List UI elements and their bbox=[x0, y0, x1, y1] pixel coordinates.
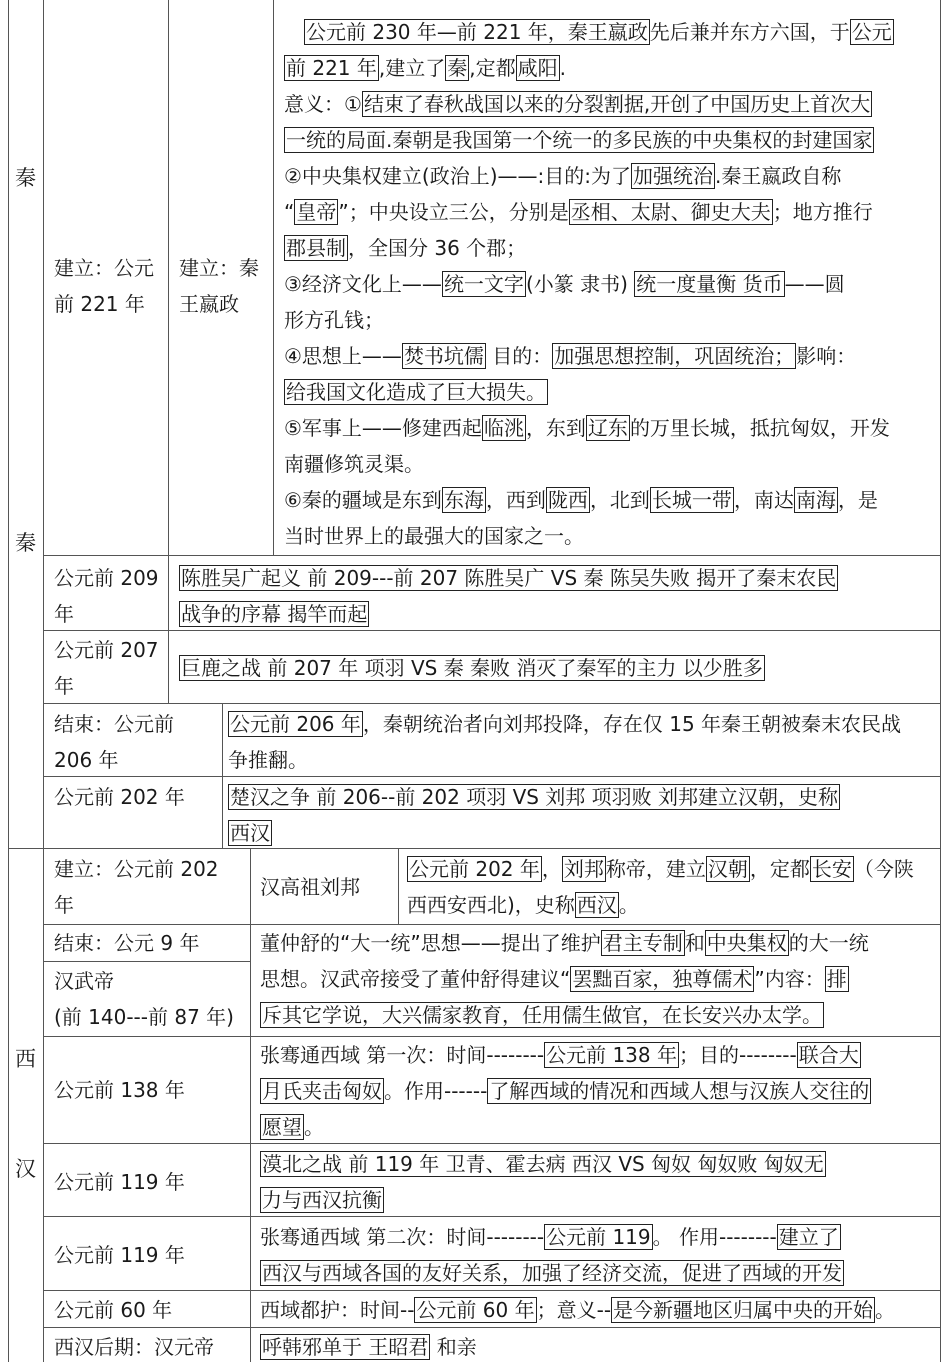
content-line: 楚汉之争 前 206--前 202 项羽 VS 刘邦 项羽败 刘邦建立汉朝，史称 bbox=[230, 785, 839, 809]
content-line: 西汉与西域各国的友好关系，加强了经济交流，促进了西域的开发 bbox=[262, 1261, 842, 1285]
han-60-content bbox=[260, 1292, 895, 1328]
han-end-content bbox=[260, 925, 869, 1033]
content-line: 张骞通西域 第一次：时间-------- 公元前 138 年 ；目的-------- 联合大 bbox=[260, 1043, 859, 1067]
han-119a-content bbox=[260, 1146, 826, 1218]
content-line: 公元前 230 年—前 221 年，秦王嬴政 先后兼并东方六国，于 公元 bbox=[306, 20, 892, 44]
han-late-content bbox=[260, 1329, 477, 1365]
content-line: 意义：① 结束了春秋战国以来的分裂割据,开创了中国历史上首次大 bbox=[284, 92, 871, 116]
qin-209-content bbox=[179, 560, 838, 632]
content-line: 力与西汉抗衡 bbox=[262, 1188, 382, 1212]
han-119a-label: 公元前 119 年 bbox=[54, 1170, 185, 1194]
content-line: 思想。汉武帝接受了董仲舒得建议“ 罢黜百家，独尊儒术 ”内容： 排 bbox=[260, 967, 847, 991]
content-line: 南疆修筑灵渠。 bbox=[284, 452, 424, 476]
qin-establish-content bbox=[284, 14, 894, 554]
content-line: 西西安西北)，史称 西汉 。 bbox=[407, 893, 639, 917]
content-line: 给我国文化造成了巨大损失。 bbox=[286, 380, 546, 404]
era-label-xihan-2: 汉 bbox=[15, 1157, 36, 1181]
content-line: 西域都护：时间-- 公元前 60 年 ；意义-- 是今新疆地区归属中央的开始 。 bbox=[260, 1298, 896, 1322]
content-line: 西汉 bbox=[230, 821, 270, 845]
content-line: 陈胜吴广起义 前 209---前 207 陈胜吴广 VS 秦 陈吴失败 揭开了秦末农民 bbox=[181, 566, 837, 590]
qin-end-label: 结束：公元前 206 年 bbox=[54, 712, 174, 772]
content-line: 当时世界上的最强大的国家之一。 bbox=[284, 524, 584, 548]
content-line: 前 221 年 ,建立了 秦 ,定都 咸阳 . bbox=[286, 56, 566, 80]
han-establish-content bbox=[407, 851, 914, 923]
era-label-xihan-1: 西 bbox=[15, 1047, 36, 1071]
han-late-label: 西汉后期：汉元帝 bbox=[54, 1335, 214, 1359]
han-60-label: 公元前 60 年 bbox=[54, 1298, 173, 1322]
han-119b-content bbox=[260, 1219, 844, 1291]
content-line: ③经济文化上—— 统一文字 (小篆 隶书) 统一度量衡 货币 ——圆 bbox=[284, 272, 845, 296]
content-line: 公元前 202 年 ， 刘邦 称帝，建立 汉朝 ，定都 长安 （今陕 bbox=[409, 857, 914, 881]
content-line: 愿望 。 bbox=[262, 1115, 324, 1139]
era-label-qin-1: 秦 bbox=[15, 166, 36, 190]
qin-202-content bbox=[228, 779, 840, 851]
content-line: 争推翻。 bbox=[228, 748, 308, 772]
era-label-qin-2: 秦 bbox=[15, 531, 36, 555]
content-line: 斥其它学说，大兴儒家教育，任用儒生做官，在长安兴办太学。 bbox=[262, 1003, 822, 1027]
content-line: 战争的序幕 揭竿而起 bbox=[181, 602, 368, 626]
content-line: 呼韩邪单于 王昭君 和亲 bbox=[262, 1335, 477, 1359]
qin-202-label: 公元前 202 年 bbox=[54, 785, 185, 809]
han-founder: 汉高祖刘邦 bbox=[260, 875, 360, 899]
content-line: 月氏夹击匈奴 。作用------ 了解西域的情况和西域人想与汉族人交往的 bbox=[262, 1079, 870, 1103]
content-line: “ 皇帝 ”；中央设立三公，分别是 丞相、太尉、御史大夫 ；地方推行 bbox=[284, 200, 873, 224]
han-end-label: 结束：公元 9 年 bbox=[54, 931, 200, 955]
qin-209-label: 公元前 209 年 bbox=[54, 566, 159, 626]
qin-207-content bbox=[179, 650, 765, 686]
content-line: ④思想上—— 焚书坑儒 目的： 加强思想控制，巩固统治； 影响： bbox=[284, 344, 857, 368]
han-138-content bbox=[260, 1037, 871, 1145]
han-establish-label: 建立：公元前 202 年 bbox=[54, 857, 219, 917]
content-line: 张骞通西域 第二次：时间-------- 公元前 119 。 作用-------- 建立了 bbox=[260, 1225, 839, 1249]
content-line: 董仲舒的“大一统”思想——提出了维护 君主专制 和 中央集权 的大一统 bbox=[260, 931, 869, 955]
qin-establish-label: 建立：公元 前 221 年 bbox=[54, 256, 154, 316]
content-line: 郡县制 ，全国分 36 个郡； bbox=[286, 236, 527, 260]
content-line: 一统的局面.秦朝是我国第一个统一的多民族的中央集权的封建国家 bbox=[286, 128, 873, 152]
content-line: 形方孔钱； bbox=[284, 308, 384, 332]
content-line: 漠北之战 前 119 年 卫青、霍去病 西汉 VS 匈奴 匈奴败 匈奴无 bbox=[262, 1152, 824, 1176]
content-line: 巨鹿之战 前 207 年 项羽 VS 秦 秦败 消灭了秦军的主力 以少胜多 bbox=[181, 656, 763, 680]
han-138-label: 公元前 138 年 bbox=[54, 1078, 185, 1102]
content-line: ⑤军事上——修建西起 临洮 ，东到 辽东 的万里长城，抵抗匈奴，开发 bbox=[284, 416, 890, 440]
han-wudi-label: 汉武帝 (前 140---前 87 年) bbox=[54, 969, 234, 1029]
content-line: 公元前 206 年 ，秦朝统治者向刘邦投降，存在仅 15 年秦王朝被秦末农民战 bbox=[230, 712, 902, 736]
qin-end-content bbox=[228, 706, 901, 778]
qin-founder: 建立：秦 王嬴政 bbox=[179, 256, 259, 316]
content-line: ②中央集权建立(政治上)——:目的:为了 加强统治 .秦王嬴政自称 bbox=[284, 164, 842, 188]
han-119b-label: 公元前 119 年 bbox=[54, 1243, 185, 1267]
content-line: ⑥秦的疆域是东到 东海 ，西到 陇西 ，北到 长城一带 ，南达 南海 ，是 bbox=[284, 488, 878, 512]
qin-207-label: 公元前 207 年 bbox=[54, 638, 159, 698]
